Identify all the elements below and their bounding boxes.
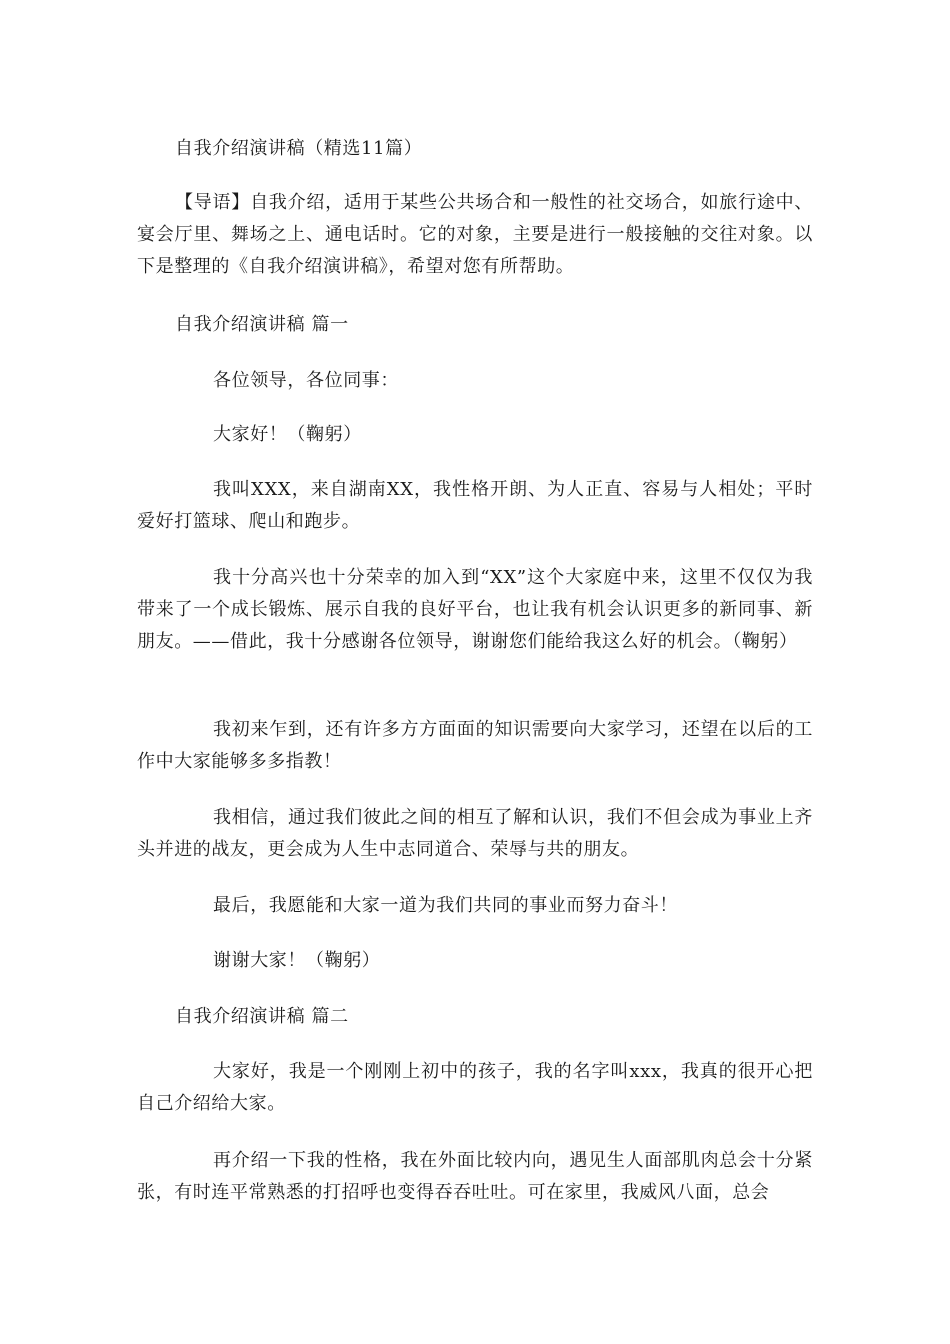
s1-paragraph-8: 谢谢大家！（鞠躬） bbox=[213, 950, 381, 971]
s1-paragraph-5: 我初来乍到，还有许多方方面面的知识需要向大家学习，还望在以后的工作中大家能够多多指教！ bbox=[137, 719, 813, 772]
section-heading-1: 自我介绍演讲稿 篇一 bbox=[175, 314, 349, 335]
s1-paragraph-2: 大家好！（鞠躬） bbox=[213, 424, 362, 445]
s2-paragraph-1: 大家好，我是一个刚刚上初中的孩子，我的名字叫xxx，我真的很开心把自己介绍给大家。 bbox=[137, 1061, 813, 1114]
s1-paragraph-1: 各位领导，各位同事： bbox=[213, 370, 399, 391]
section-heading-2: 自我介绍演讲稿 篇二 bbox=[175, 1006, 349, 1027]
s1-paragraph-6: 我相信，通过我们彼此之间的相互了解和认识，我们不但会成为事业上齐头并进的战友，更会成为人生中志同道合、荣辱与共的朋友。 bbox=[137, 807, 813, 860]
intro-paragraph: 【导语】自我介绍，适用于某些公共场合和一般性的社交场合，如旅行途中、宴会厅里、舞场之上、通电话时。它的对象，主要是进行一般接触的交往对象。以下是整理的《自我介绍演讲稿》，希望对您有所帮助。 bbox=[137, 192, 813, 277]
s1-paragraph-3: 我叫XXX，来自湖南XX，我性格开朗、为人正直、容易与人相处；平时爱好打篮球、爬山和跑步。 bbox=[137, 479, 813, 532]
s2-paragraph-2: 再介绍一下我的性格，我在外面比较内向，遇见生人面部肌肉总会十分紧张，有时连平常熟悉的打招呼也变得吞吞吐吐。可在家里，我威风八面，总会 bbox=[137, 1150, 813, 1203]
document-title: 自我介绍演讲稿（精选11篇） bbox=[175, 138, 423, 159]
s1-paragraph-7: 最后，我愿能和大家一道为我们共同的事业而努力奋斗！ bbox=[213, 895, 678, 916]
s1-paragraph-4: 我十分高兴也十分荣幸的加入到“XX”这个大家庭中来，这里不仅仅为我带来了一个成长锻炼、展示自我的良好平台，也让我有机会认识更多的新同事、新朋友。——借此，我十分感谢各位领导，谢谢您们能给我这么好的机会。（鞠躬） bbox=[137, 567, 813, 652]
